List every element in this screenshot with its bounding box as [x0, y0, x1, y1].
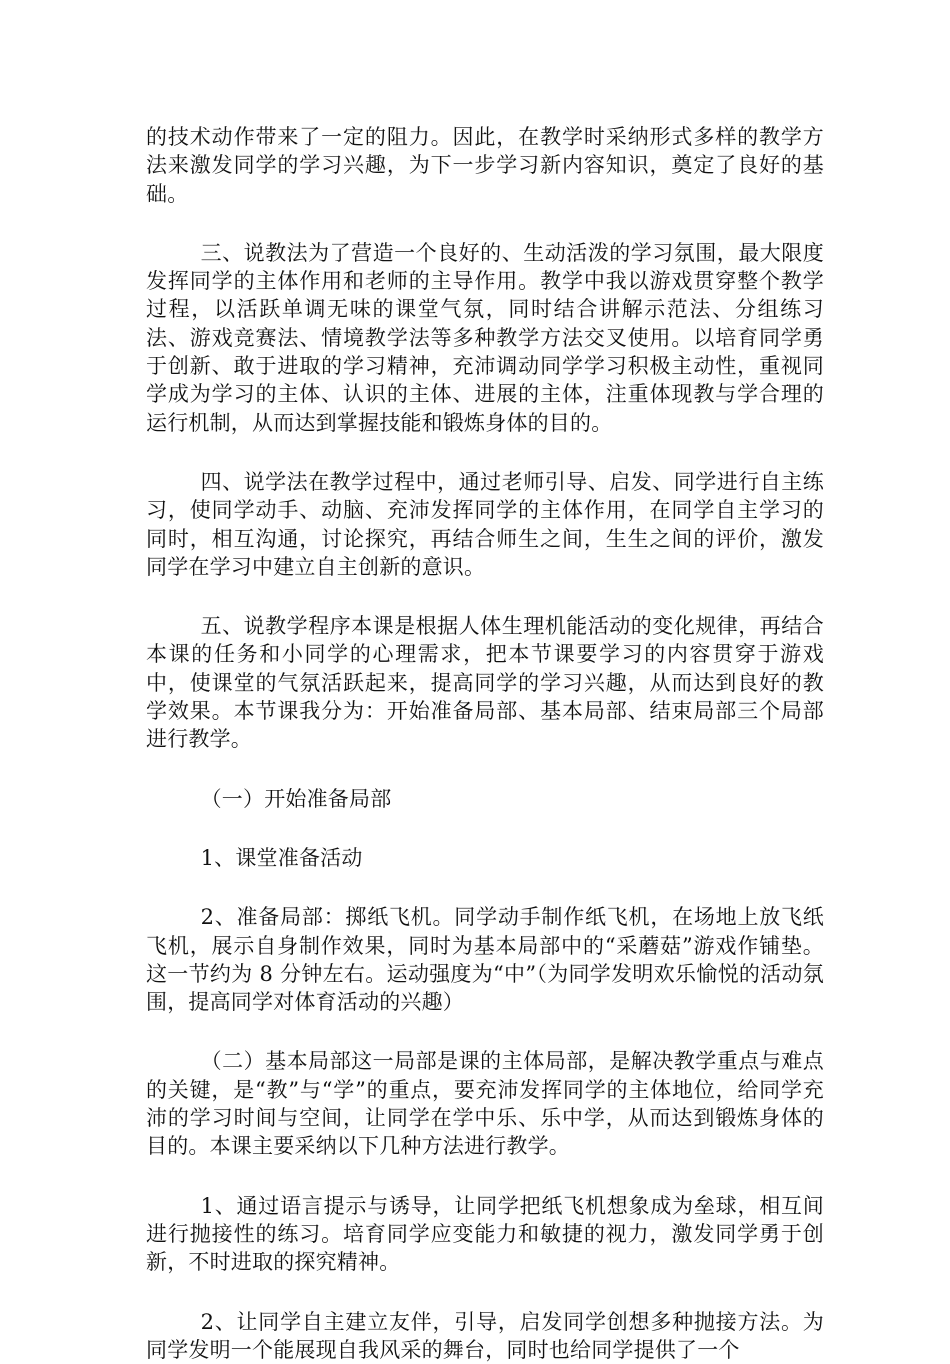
paragraph-gap — [146, 872, 824, 903]
paragraph-teaching-methods: 三、说教法为了营造一个良好的、生动活泼的学习氛围，最大限度发挥同学的主体作用和老师的主导作用。教学中我以游戏贯穿整个教学过程，以活跃单调无味的课堂气氛，同时结合讲解示范法、分组练习法、游戏竞赛法、情境教学法等多种教学方法交叉使用。以培育同学勇于创新、敢于进取的学习精神，充沛调动同学学习积极主动性，重视同学成为学习的主体、认识的主体、进展的主体，注重体现教与学合理的运行机制，从而达到掌握技能和锻炼身体的目的。 — [146, 239, 824, 437]
document-page — [146, 123, 824, 1364]
section-heading-preparation: （一）开始准备局部 — [146, 785, 824, 813]
paragraph-gap — [146, 1161, 824, 1192]
paragraph-gap — [146, 437, 824, 468]
paragraph-teaching-procedure: 五、说教学程序本课是根据人体生理机能活动的变化规律，再结合本课的任务和小同学的心理需求，把本节课要学习的内容贯穿于游戏中，使课堂的气氛活跃起来，提高同学的学习兴趣，从而达到良好的教学效果。本节课我分为：开始准备局部、基本局部、结束局部三个局部进行教学。 — [146, 612, 824, 753]
list-item-verbal-prompts: 1、通过语言提示与诱导，让同学把纸飞机想象成为垒球，相互间进行抛接性的练习。培育同学应变能力和敏捷的视力，激发同学勇于创新，不时进取的探究精神。 — [146, 1192, 824, 1277]
paragraph-gap — [146, 1277, 824, 1308]
paragraph-gap — [146, 813, 824, 844]
list-item-partners: 2、让同学自主建立友伴，引导，启发同学创想多种抛接方法。为同学发明一个能展现自我风采的舞台，同时也给同学提供了一个 — [146, 1308, 824, 1364]
paragraph-learning-methods: 四、说学法在教学过程中，通过老师引导、启发、同学进行自主练习，使同学动手、动脑、充沛发挥同学的主体作用，在同学自主学习的同时，相互沟通，讨论探究，再结合师生之间，生生之间的评价，激发同学在学习中建立自主创新的意识。 — [146, 468, 824, 581]
paragraph-basic-part: （二）基本局部这一局部是课的主体局部，是解决教学重点与难点的关键，是“教”与“学”的重点，要充沛发挥同学的主体地位，给同学充沛的学习时间与空间，让同学在学中乐、乐中学，从而达到锻炼身体的目的。本课主要采纳以下几种方法进行教学。 — [146, 1047, 824, 1160]
list-item-warmup: 1、课堂准备活动 — [146, 844, 824, 872]
paragraph-gap — [146, 754, 824, 785]
paragraph-gap — [146, 208, 824, 239]
paragraph-gap — [146, 581, 824, 612]
paragraph-gap — [146, 1016, 824, 1047]
list-item-paper-plane: 2、准备局部：掷纸飞机。同学动手制作纸飞机，在场地上放飞纸飞机，展示自身制作效果，同时为基本局部中的“采蘑菇”游戏作铺垫。这一节约为 8 分钟左右。运动强度为“中”（为同学发明欢乐愉悦的活动氛围，提高同学对体育活动的兴趣） — [146, 903, 824, 1016]
paragraph-continuation: 的技术动作带来了一定的阻力。因此，在教学时采纳形式多样的教学方法来激发同学的学习兴趣，为下一步学习新内容知识，奠定了良好的基础。 — [146, 123, 824, 208]
